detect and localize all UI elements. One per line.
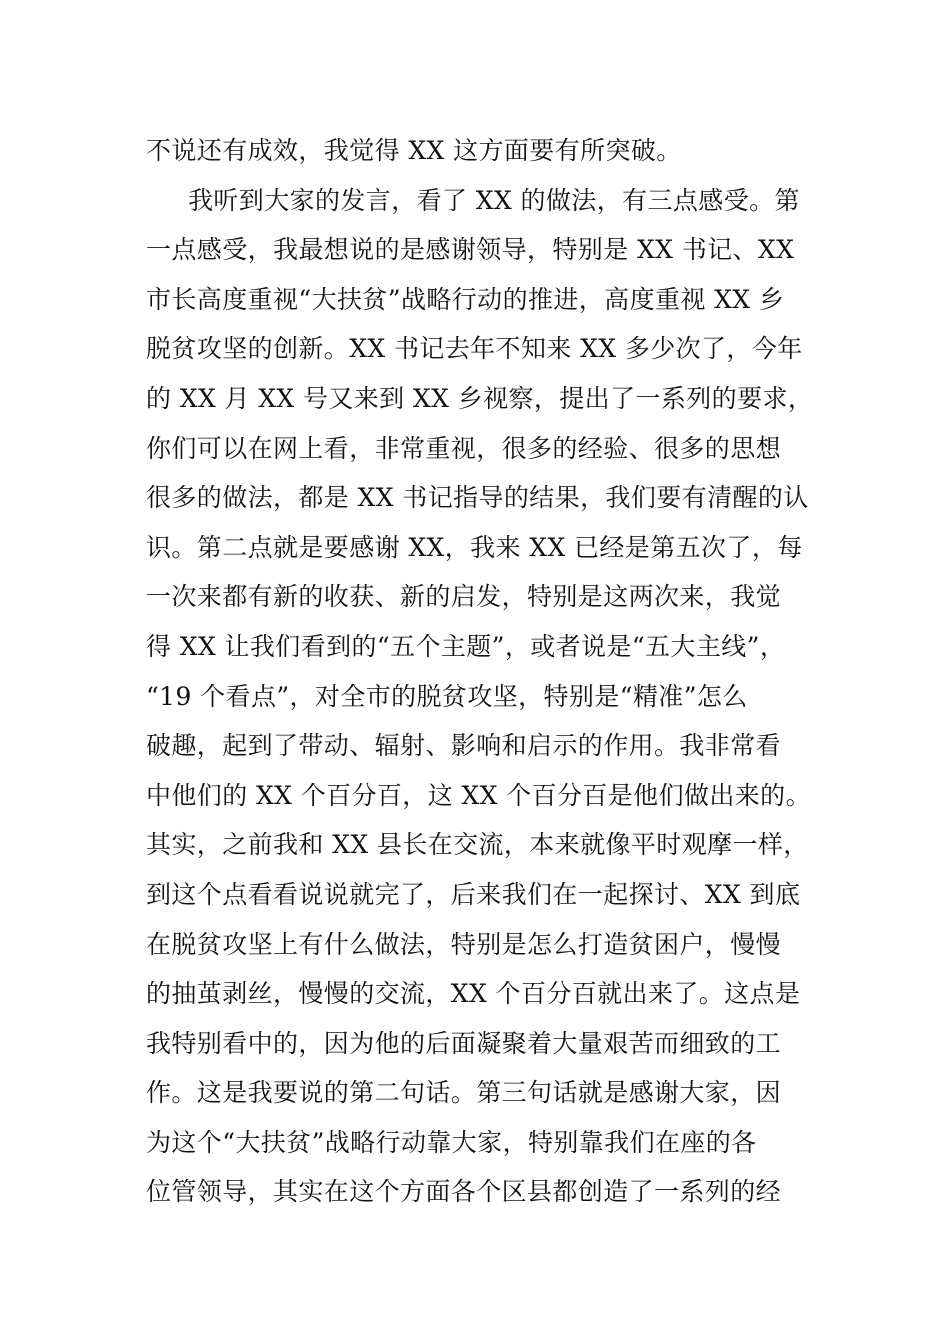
body-text — [146, 126, 836, 1217]
text-line: 其实，之前我和 XX 县长在交流，本来就像平时观摩一样， — [146, 830, 809, 860]
text-line: 很多的做法，都是 XX 书记指导的结果，我们要有清醒的认 — [146, 483, 809, 513]
text-line: 位管领导，其实在这个方面各个区县都创造了一系列的经 — [146, 1177, 782, 1207]
text-line: 破趣，起到了带动、辐射、影响和启示的作用。我非常看 — [146, 731, 782, 761]
text-line: 得 XX 让我们看到的“五个主题”，或者说是“五大主线”， — [146, 631, 786, 661]
text-line: 你们可以在网上看，非常重视，很多的经验、很多的思想 — [146, 433, 782, 463]
text-line: 不说还有成效，我觉得 XX 这方面要有所突破。 — [146, 136, 682, 165]
text-line: 脱贫攻坚的创新。XX 书记去年不知来 XX 多少次了，今年 — [146, 334, 803, 364]
text-line: 识。第二点就是要感谢 XX，我来 XX 已经是第五次了，每 — [146, 532, 803, 562]
text-line: 为这个“大扶贫”战略行动靠大家，特别靠我们在座的各 — [146, 1127, 757, 1157]
text-line: 我特别看中的，因为他的后面凝聚着大量艰苦而细致的工 — [146, 1028, 782, 1058]
text-line: 的抽茧剥丝，慢慢的交流，XX 个百分百就出来了。这点是 — [146, 979, 801, 1009]
text-line: 的 XX 月 XX 号又来到 XX 乡视察，提出了一系列的要求， — [146, 383, 814, 413]
text-line: 一次来都有新的收获、新的启发，特别是这两次来，我觉 — [146, 582, 782, 612]
text-line: 我听到大家的发言，看了 XX 的做法，有三点感受。第 — [188, 185, 800, 215]
text-line: 到这个点看看说说就完了，后来我们在一起探讨、XX 到底 — [146, 879, 801, 909]
text-line: “19 个看点”，对全市的脱贫攻坚，特别是“精准”怎么 — [146, 681, 748, 711]
text-line: 一点感受，我最想说的是感谢领导，特别是 XX 书记、XX — [146, 235, 795, 265]
text-line: 作。这是我要说的第二句话。第三句话就是感谢大家，因 — [146, 1078, 782, 1108]
text-line: 中他们的 XX 个百分百，这 XX 个百分百是他们做出来的。 — [146, 780, 811, 810]
text-line: 在脱贫攻坚上有什么做法，特别是怎么打造贫困户，慢慢 — [146, 929, 782, 959]
text-line: 市长高度重视“大扶贫”战略行动的推进，高度重视 XX 乡 — [146, 284, 785, 314]
